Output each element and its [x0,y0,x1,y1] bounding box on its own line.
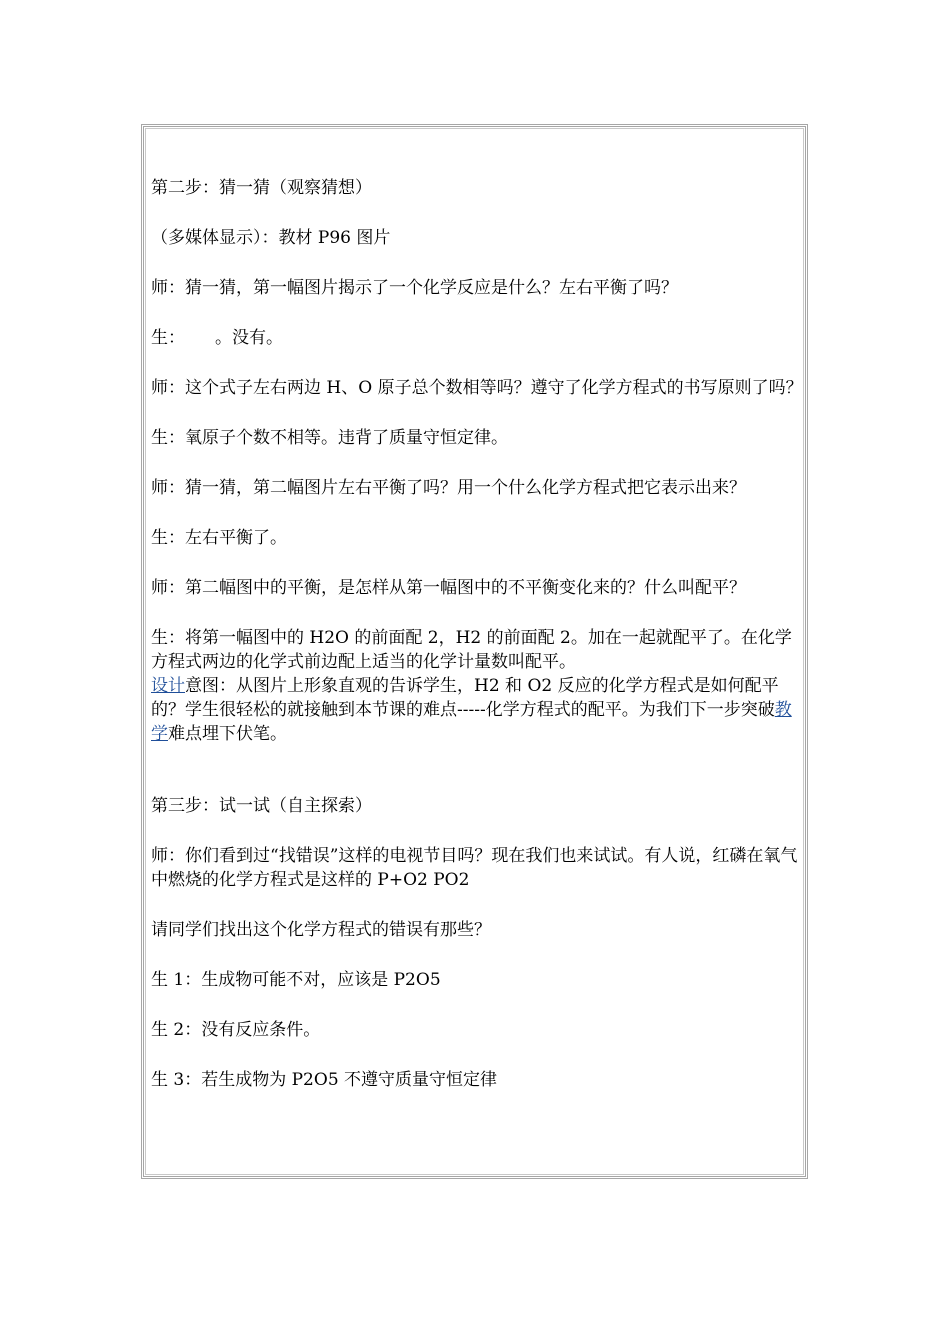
student-line-7: 生 3：若生成物为 P2O5 不遵守质量守恒定律 [151,1070,498,1090]
teacher-line-5: 师：你们看到过“找错误”这样的电视节目吗？现在我们也来试试。有人说，红磷在氧气中燃烧的化学方程式是这样的 P+O2 PO2 [151,846,798,890]
design-intent [151,674,803,746]
student-line-1-suffix: 。没有。 [215,328,283,348]
teacher-line-4: 师：第二幅图中的平衡，是怎样从第一幅图中的不平衡变化来的？什么叫配平？ [151,578,746,598]
step3-heading: 第三步：试一试（自主探索） [151,796,372,816]
teacher-line-6: 请同学们找出这个化学方程式的错误有那些？ [151,920,491,940]
step2-heading: 第二步：猜一猜（观察猜想） [151,178,372,198]
student-line-1 [151,326,803,350]
student-line-5: 生 1：生成物可能不对，应该是 P2O5 [151,970,441,990]
student-line-3: 生：左右平衡了。 [151,528,287,548]
multimedia-note: （多媒体显示）：教材 P96 图片 [151,228,391,248]
design-intent-text-2: 难点埋下伏笔。 [168,724,287,744]
student-line-4: 生：将第一幅图中的 H2O 的前面配 2，H2 的前面配 2。加在一起就配平了。在化学方程式两边的化学式前边配上适当的化学计量数叫配平。 [151,628,792,672]
teacher-line-3: 师：猜一猜，第二幅图片左右平衡了吗？用一个什么化学方程式把它表示出来？ [151,478,746,498]
teaching-link[interactable]: 教学 [151,700,792,744]
student-line-1-prefix: 生： [151,328,185,348]
design-link[interactable]: 设计 [151,676,185,696]
teacher-line-2: 师：这个式子左右两边 H、O 原子总个数相等吗？遵守了化学方程式的书写原则了吗？ [151,378,803,398]
student-line-6: 生 2：没有反应条件。 [151,1020,321,1040]
student-line-2: 生：氧原子个数不相等。违背了质量守恒定律。 [151,428,508,448]
teacher-line-1: 师：猜一猜，第一幅图片揭示了一个化学反应是什么？左右平衡了吗？ [151,278,678,298]
document-body [151,176,803,1092]
design-intent-text-1: 意图：从图片上形象直观的告诉学生，H2 和 O2 反应的化学方程式是如何配平的？学生很轻松的就接触到本节课的难点-----化学方程式的配平。为我们下一步突破 [151,676,779,720]
